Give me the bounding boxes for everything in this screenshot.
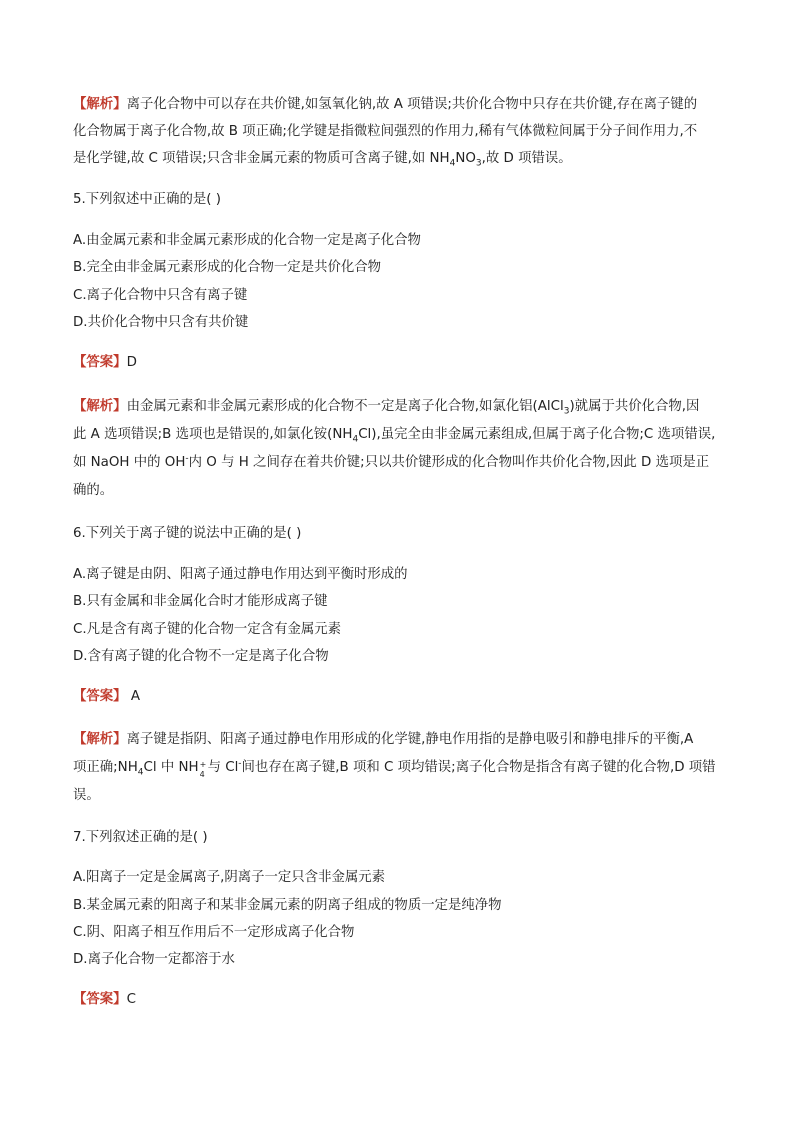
answer-tag: 【答案】 [73,355,127,370]
q6-option-d: D.含有离子键的化合物不一定是离子化合物 [73,649,329,664]
q6-answer: 【答案】 A [73,689,140,704]
q6-option-a: A.离子键是由阴、阳离子通过静电作用达到平衡时形成的 [73,567,408,582]
q6-analysis-line-1: 【解析】离子键是指阴、阳离子通过静电作用形成的化学键,静电作用指的是静电吸引和静电排斥的平衡,A [73,732,694,747]
q7-option-d: D.离子化合物一定都溶于水 [73,952,235,967]
q4-analysis-line-3: 是化学键,故 C 项错误;只含非金属元素的物质可含离子键,如 $NH_4NO_3$,故 D 项错误。 [73,151,572,169]
q5-analysis-line-4: 确的。 [73,483,114,498]
nh4-plus-script: + 4 [199,760,207,779]
q4-analysis-line-2: 化合物属于离子化合物,故 B 项正确;化学键是指微粒间强烈的作用力,稀有气体微粒间属于分子间作用力,不 [73,124,698,139]
q7-option-b: B.某金属元素的阳离子和某非金属元素的阴离子组成的物质一定是纯净物 [73,898,502,913]
q5-option-a: A.由金属元素和非金属元素形成的化合物一定是离子化合物 [73,233,421,248]
q5-answer: 【答案】D [73,355,137,370]
analysis-tag: 【解析】 [73,97,127,112]
q7-answer: 【答案】C [73,992,136,1007]
q5-option-c: C.离子化合物中只含有离子键 [73,288,248,303]
answer-tag: 【答案】 [73,992,127,1007]
analysis-tag: 【解析】 [73,399,127,414]
q6-analysis-line-3: 误。 [73,788,100,803]
q5-analysis-line-1: 【解析】由金属元素和非金属元素形成的化合物不一定是离子化合物,如氯化铝(AlCl$_3$)就属于共价化合物,因 [73,399,700,417]
q5-analysis-line-2: 此 A 选项错误;B 选项也是错误的,如氯化铵$(NH_4Cl)$,虽完全由非金属元素组成,但属于离子化合物;C 选项错误, [73,427,716,445]
analysis-tag: 【解析】 [73,732,127,747]
q6-option-b: B.只有金属和非金属化合时才能形成离子键 [73,594,328,609]
q5-stem: 5.下列叙述中正确的是( ) [73,192,221,207]
q5-option-d: D.共价化合物中只含有共价键 [73,315,249,330]
q5-analysis-line-3: 如 NaOH 中的 OH-内 O 与 H 之间存在着共价键;只以共价键形成的化合物叫作共价化合物,因此 D 选项是正 [73,453,710,470]
q6-stem: 6.下列关于离子键的说法中正确的是( ) [73,526,302,541]
q7-option-c: C.阴、阳离子相互作用后不一定形成离子化合物 [73,925,355,940]
q5-option-b: B.完全由非金属元素形成的化合物一定是共价化合物 [73,260,382,275]
q4-analysis-line-1: 【解析】离子化合物中可以存在共价键,如氢氧化钠,故 A 项错误;共价化合物中只存在共价键,存在离子键的 [73,97,698,112]
q7-stem: 7.下列叙述正确的是( ) [73,830,208,845]
q6-option-c: C.凡是含有离子键的化合物一定含有金属元素 [73,622,342,637]
answer-tag: 【答案】 [73,689,127,704]
q7-option-a: A.阳离子一定是金属离子,阴离子一定只含非金属元素 [73,870,386,885]
q6-analysis-line-2: 项正确$;NH_4Cl$ 中 NH + 4 与 Cl-间也存在离子键,B 项和 C 项均错误;离子化合物是指含有离子键的化合物,D 项错 [73,758,716,779]
